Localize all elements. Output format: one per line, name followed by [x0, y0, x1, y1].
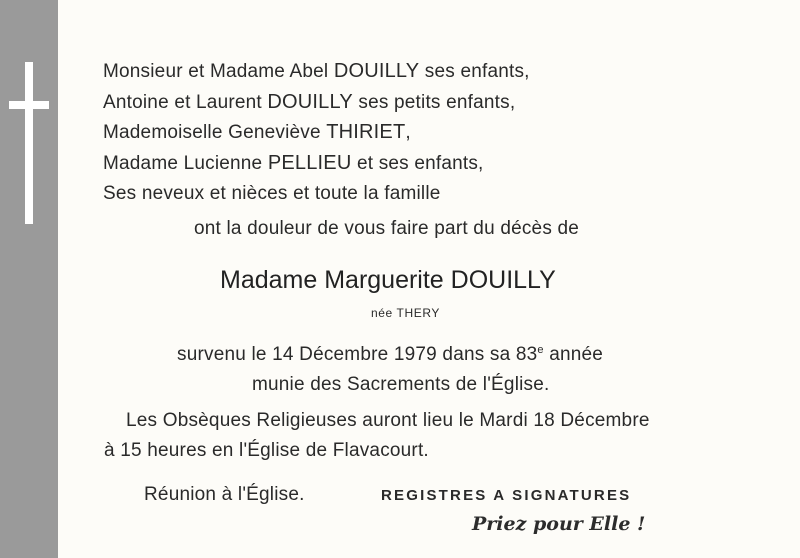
- family-line-2-surname: DOUILLY: [267, 91, 353, 113]
- family-line-3-pre: Mademoiselle Geneviève: [103, 122, 327, 143]
- family-line-4: [103, 152, 484, 175]
- family-line-2: [103, 91, 515, 114]
- deceased-surname: DOUILLY: [450, 266, 556, 294]
- death-date-text: survenu le 14 Décembre 1979 dans sa 83: [177, 344, 538, 365]
- family-line-3-surname: THIRIET: [326, 121, 406, 143]
- family-line-2-pre: Antoine et Laurent: [103, 92, 268, 113]
- maiden-name: née THERY: [371, 306, 440, 320]
- death-date-line: [177, 344, 603, 366]
- family-line-1-post: ses enfants,: [419, 61, 530, 82]
- mourning-band: [0, 0, 58, 558]
- priez-text: Priez pour Elle !: [472, 513, 646, 535]
- family-line-4-surname: PELLIEU: [267, 152, 352, 174]
- family-line-3-post: ,: [405, 122, 411, 143]
- family-line-4-post: et ses enfants,: [351, 153, 484, 174]
- deceased-first-name: Madame Marguerite: [220, 266, 451, 294]
- family-line-2-post: ses petits enfants,: [352, 92, 516, 113]
- family-line-5: Ses neveux et nièces et toute la famille: [103, 183, 441, 204]
- family-line-1: [103, 60, 530, 83]
- funeral-line-1: Les Obsèques Religieuses auront lieu le Mardi 18 Décembre: [126, 410, 650, 431]
- family-line-1-surname: DOUILLY: [333, 60, 420, 82]
- reunion-text: Réunion à l'Église.: [144, 484, 305, 505]
- cross-icon: [25, 62, 33, 224]
- cross-icon-bar: [9, 101, 49, 109]
- death-date-post: année: [543, 344, 604, 365]
- ordinal-suffix: e: [537, 344, 544, 356]
- announcement-text: ont la douleur de vous faire part du décès de: [194, 218, 580, 239]
- sacraments-line: munie des Sacrements de l'Église.: [252, 374, 550, 395]
- family-line-1-pre: Monsieur et Madame Abel: [103, 61, 334, 82]
- funeral-line-2: à 15 heures en l'Église de Flavacourt.: [104, 440, 429, 461]
- deceased-name: [220, 266, 556, 295]
- registres-text: REGISTRES A SIGNATURES: [381, 487, 632, 504]
- family-line-3: [103, 121, 411, 144]
- family-line-4-pre: Madame Lucienne: [103, 153, 268, 174]
